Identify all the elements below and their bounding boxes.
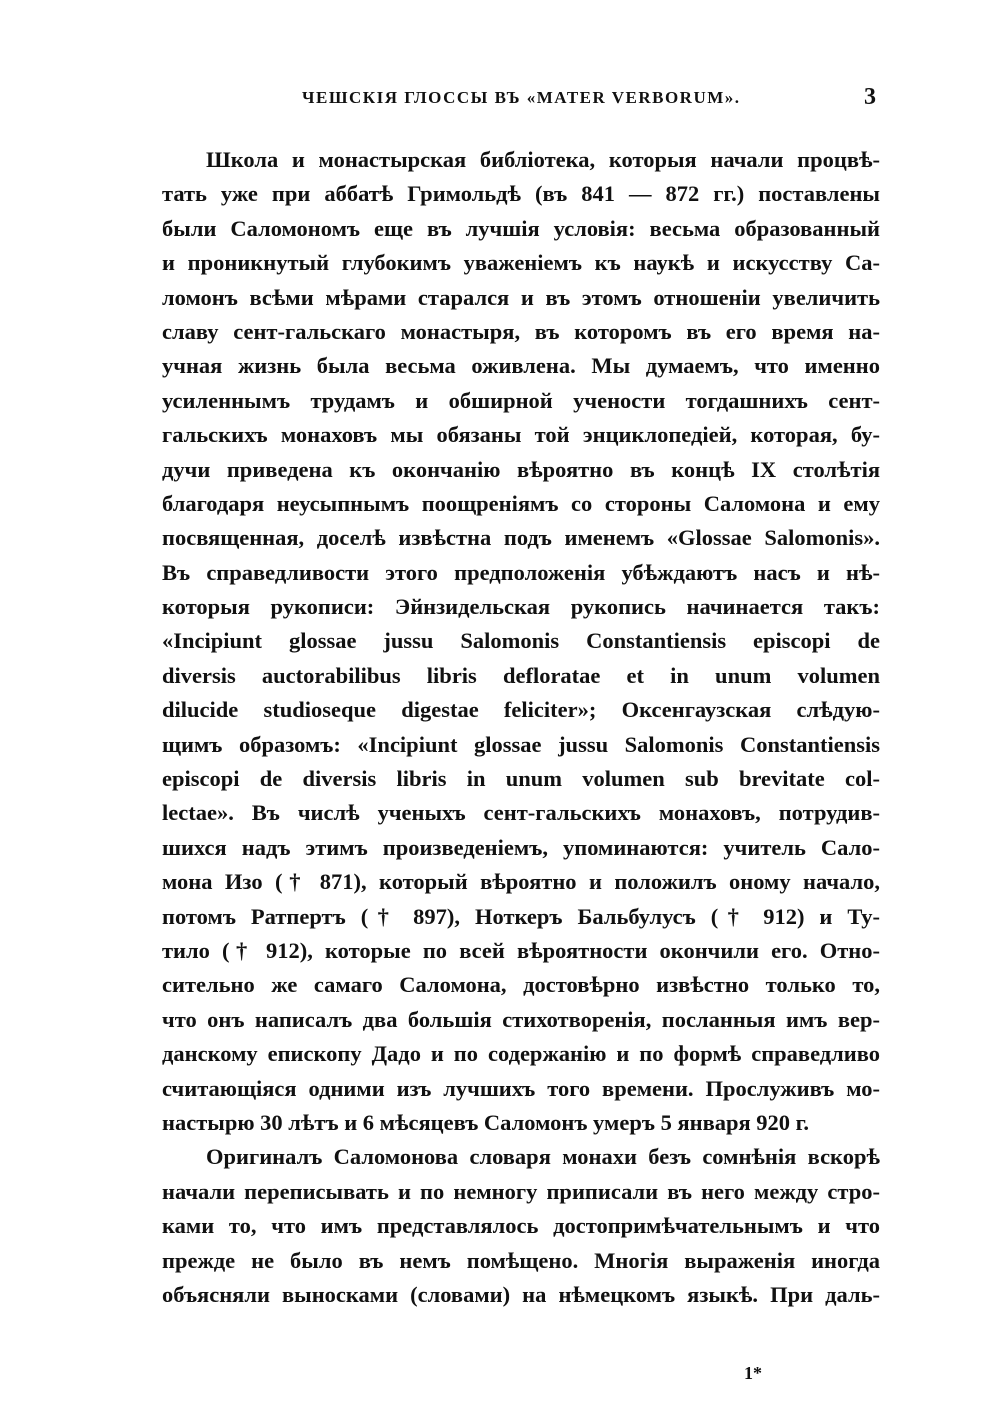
text-line: посвященная, доселѣ извѣстна подъ именемъ «Glossae Salomonis». [162, 525, 880, 551]
text-line: тать уже при аббатѣ Гримольдѣ (въ 841 — 872 гг.) поставлены [162, 181, 880, 207]
running-title: ЧЕШСКІЯ ГЛОССЫ ВЪ «MATER VERBORUM». [302, 88, 741, 107]
text-line: учная жизнь была весьма оживлена. Мы думаемъ, что именно [162, 353, 880, 379]
text-line: Въ справедливости этого предположенія убѣждаютъ насъ и нѣ- [162, 559, 880, 585]
text-line: dilucide studioseque digestae feliciter»; Оксенгаузская слѣдую- [162, 697, 880, 723]
text-line: благодаря неусыпнымъ поощреніямъ со стороны Саломона и ему [162, 490, 880, 516]
text-line: что онъ написалъ два большія стихотворенія, посланныя имъ вер- [162, 1006, 880, 1032]
page-number: 3 [864, 84, 876, 110]
text-line: данскому епископу Дадо и по содержанію и по формѣ справедливо [162, 1041, 880, 1067]
text-line: гальскихъ монаховъ мы обязаны той энциклопедіей, которая, бу- [162, 422, 880, 448]
text-line: щимъ образомъ: «Incipiunt glossae jussu Salomonis Constantiensis [162, 731, 880, 757]
text-line: «Incipiunt glossae jussu Salomonis Constantiensis episcopi de [162, 628, 880, 654]
text-line: Школа и монастырская библіотека, которыя начали процвѣ- [206, 147, 880, 172]
text-line: считающіяся одними изъ лучшихъ того времени. Прослуживъ мо- [162, 1075, 880, 1101]
text-line: дучи приведена къ окончанію вѣроятно въ концѣ IX столѣтія [162, 456, 880, 482]
text-line: мона Изо († 871), который вѣроятно и положилъ оному начало, [162, 869, 880, 895]
text-line: начали переписывать и по немногу приписали въ него между стро- [162, 1178, 880, 1204]
text-line: и проникнутый глубокимъ уваженіемъ къ наукѣ и искусству Са- [162, 250, 880, 276]
text-line: тило († 912), которые по всей вѣроятности окончили его. Отно- [162, 937, 880, 963]
text-line: ками то, что имъ представлялось достопримѣчательнымъ и что [162, 1213, 880, 1239]
text-line: episcopi de diversis libris in unum volumen sub brevitate col- [162, 766, 880, 792]
text-line: потомъ Ратпертъ († 897), Ноткеръ Бальбулусъ († 912) и Ту- [162, 903, 880, 929]
text-line: Оригиналъ Саломонова словаря монахи безъ сомнѣнія вскорѣ [206, 1144, 880, 1170]
text-line: ломонъ всѣми мѣрами старался и въ этомъ отношеніи увеличить [162, 284, 880, 310]
body-text [162, 143, 880, 1312]
text-line: усиленнымъ трудамъ и обширной учености тогдашнихъ сент- [162, 387, 880, 413]
text-line: которыя рукописи: Эйнзидельская рукопись начинается такъ: [162, 594, 880, 620]
text-line: сительно же самаго Саломона, достовѣрно извѣстно только то, [162, 972, 880, 998]
text-line: настырю 30 лѣтъ и 6 мѣсяцевъ Саломонъ умеръ 5 января 920 г. [162, 1109, 809, 1135]
signature-mark: 1* [744, 1363, 762, 1383]
text-line: diversis auctorabilibus libris defloratae et in unum volumen [162, 662, 880, 688]
text-line: были Саломономъ еще въ лучшія условія: весьма образованный [162, 215, 880, 241]
text-line: прежде не было въ немъ помѣщено. Многія выраженія иногда [162, 1247, 880, 1273]
text-line: lectae». Въ числѣ ученыхъ сент-гальскихъ монаховъ, потрудив- [162, 800, 880, 826]
text-line: славу сент-гальскаго монастыря, въ которомъ въ его время на- [162, 318, 880, 344]
text-line: объясняли выносками (словами) на нѣмецкомъ языкѣ. При даль- [162, 1281, 880, 1307]
text-line: шихся надъ этимъ произведеніемъ, упоминаются: учитель Сало- [162, 834, 880, 860]
